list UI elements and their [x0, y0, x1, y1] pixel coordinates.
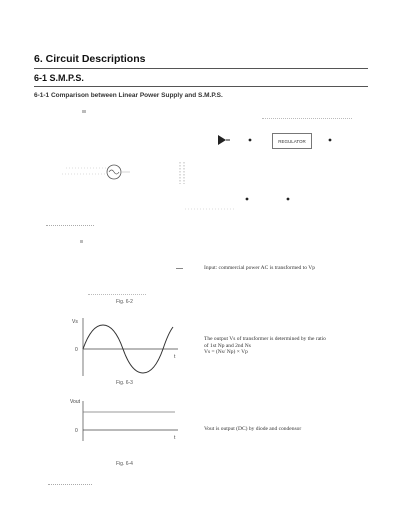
ac-source-diagram	[60, 160, 200, 188]
section-title: 6. Circuit Descriptions	[34, 53, 146, 65]
node-dot	[246, 198, 249, 201]
fig3-t-label: t	[174, 354, 176, 360]
faint-mark	[80, 240, 83, 243]
fig3-description-line: The output Vs of transformer is determined by the ratio	[204, 336, 326, 342]
subsubsection-title: 6-1-1 Comparison between Linear Power Supply and S.M.P.S.	[34, 92, 223, 99]
fig2-description: Input: commercial power AC is transformed to Vp	[204, 265, 315, 271]
fig3-description-line: of 1st Np and 2nd Ns	[204, 342, 251, 349]
section-rule	[34, 68, 368, 69]
block-diagram-lower	[175, 195, 305, 215]
node-dot	[249, 139, 252, 142]
fig3-description	[204, 336, 374, 356]
fig4-caption: Fig. 6-4	[116, 461, 133, 467]
fig4-y-label: Vout	[70, 399, 81, 405]
fig2-arrow	[176, 268, 183, 269]
fig4-plot	[70, 395, 185, 445]
faint-mark	[48, 484, 92, 485]
faint-mark	[46, 225, 94, 226]
diode-arrow-icon	[218, 135, 226, 145]
fig3-plot	[70, 314, 185, 380]
subsection-rule	[34, 86, 368, 87]
fig3-caption: Fig. 6-3	[116, 380, 133, 386]
fig4-origin-label: 0	[75, 428, 78, 434]
fig4-description: Vout is output (DC) by diode and condensor	[204, 426, 302, 432]
fig3-origin-label: 0	[75, 347, 78, 353]
fig2-caption: Fig. 6-2	[116, 299, 133, 305]
fig3-y-label: Vs	[72, 319, 78, 325]
fig3-description-line: Vs = (Ns/ Np) × Vp	[204, 349, 248, 355]
faint-mark	[82, 110, 86, 113]
fig4-t-label: t	[174, 435, 176, 441]
regulator-box: REGULATOR	[272, 133, 312, 149]
faint-mark	[88, 294, 146, 295]
faint-mark	[262, 118, 352, 121]
node-dot	[287, 198, 290, 201]
subsection-title: 6-1 S.M.P.S.	[34, 73, 84, 83]
node-dot	[329, 139, 332, 142]
